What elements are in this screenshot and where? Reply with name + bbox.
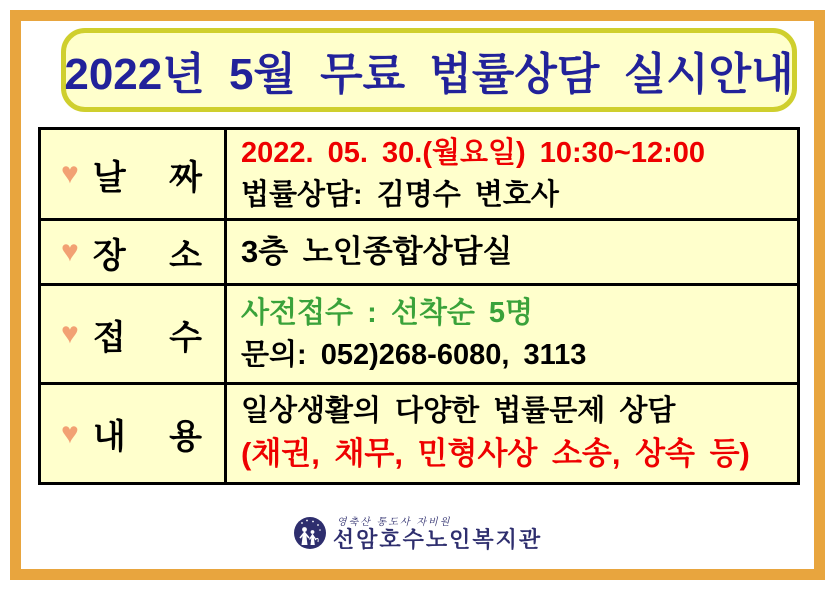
content-text: 일상생활의 다양한 법률문제 상담 — [241, 395, 676, 427]
table-row-place — [41, 218, 797, 283]
row-value-cell — [227, 221, 797, 283]
row-label-char: 내 — [92, 418, 126, 456]
heart-icon: ♥ — [61, 317, 79, 350]
row-label-cell — [41, 385, 227, 482]
table-row-date — [41, 130, 797, 218]
row-label — [93, 150, 202, 199]
row-label-cell — [41, 130, 227, 218]
row-label-char: 날 — [92, 158, 126, 197]
org-name: 선암호수노인복지관 — [332, 527, 543, 552]
row-label-cell — [41, 286, 227, 382]
heart-icon: ♥ — [61, 157, 79, 190]
row-value-cell — [227, 130, 797, 218]
row-label-cell — [41, 221, 227, 283]
info-table — [38, 127, 800, 485]
table-row-registration — [41, 283, 797, 382]
content-detail-text: (채권, 채무, 민형사상 소송, 상속 등) — [241, 436, 750, 472]
row-label — [93, 409, 202, 458]
row-label-char: 장 — [92, 236, 126, 275]
org-tagline: 영축산 통도사 자비원 — [336, 517, 452, 528]
page-title: 2022년 5월 무료 법률상담 실시안내 — [64, 50, 794, 99]
row-label-char: 용 — [169, 418, 202, 456]
footer-logo — [21, 513, 814, 552]
registration-text: 사전접수 : 선착순 5명 — [241, 296, 534, 329]
row-label-char: 수 — [169, 318, 202, 357]
heart-icon: ♥ — [61, 416, 79, 450]
lawyer-text: 법률상담: 김명수 변호사 — [241, 179, 559, 211]
row-label-char: 소 — [169, 236, 202, 275]
org-logo-text — [333, 513, 542, 552]
place-text: 3층 노인종합상담실 — [241, 233, 513, 269]
row-label-char: 짜 — [169, 158, 202, 197]
row-label — [93, 228, 202, 277]
phone-text: 문의: 052)268-6080, 3113 — [241, 339, 587, 371]
date-time-text: 2022. 05. 30.(월요일) 10:30~12:00 — [241, 136, 706, 169]
org-logo-icon — [293, 516, 327, 550]
row-value-cell — [227, 286, 797, 382]
row-label-char: 접 — [92, 318, 126, 357]
heart-icon: ♥ — [61, 235, 79, 268]
table-row-content — [41, 382, 797, 482]
border-frame — [10, 10, 825, 580]
row-label — [93, 310, 202, 359]
title-box — [61, 28, 797, 112]
row-value-cell — [227, 385, 797, 482]
